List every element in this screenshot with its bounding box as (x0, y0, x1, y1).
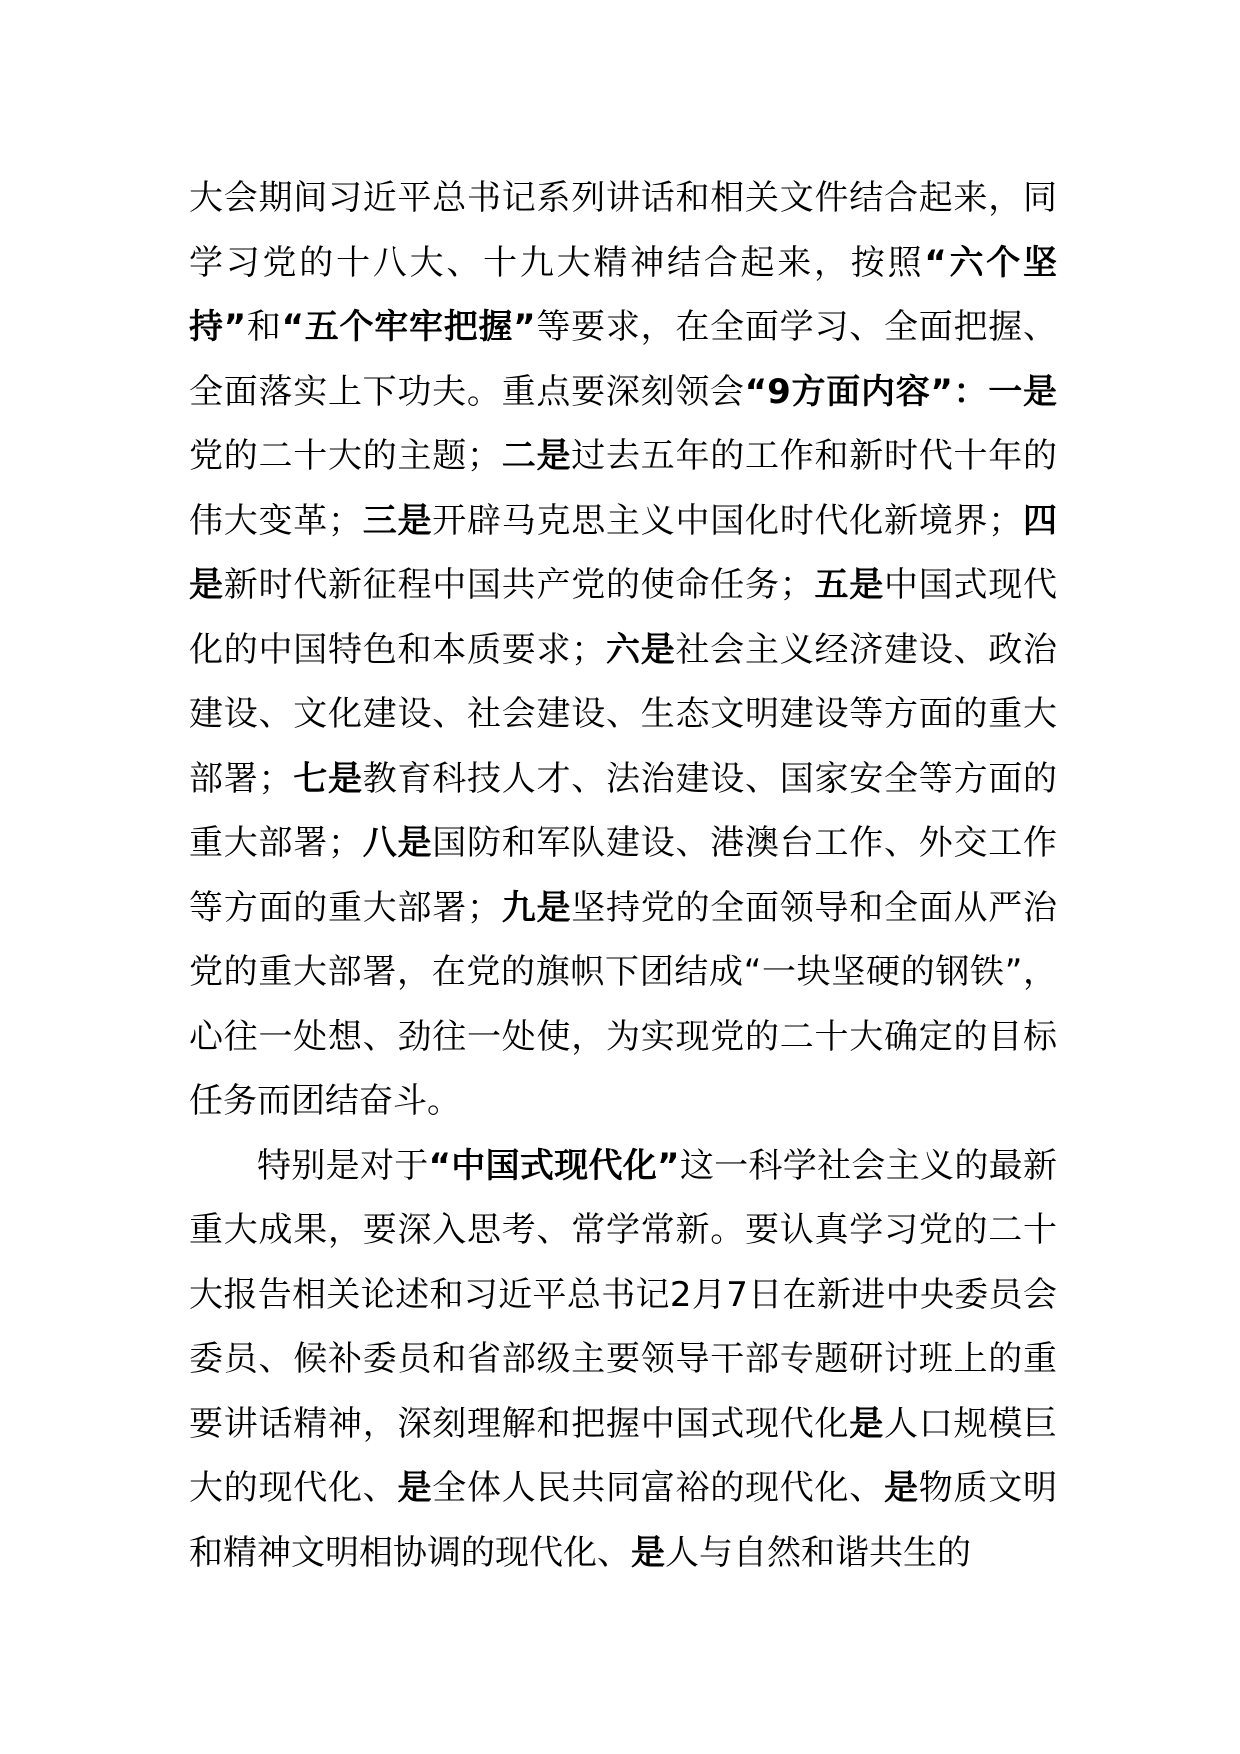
bold-text-segment: 七是 (292, 758, 363, 799)
bold-text-segment: 五是 (813, 565, 884, 605)
bold-text-segment: “中国式现代化” (428, 1145, 680, 1186)
bold-text-segment: 九是 (501, 887, 572, 928)
bold-text-segment: 八是 (362, 823, 433, 863)
text-segment: 新时代新征程中国共产党的使命任务； (223, 565, 814, 605)
text-segment: 坚持党的全面领导和全面从严治党的重大部署，在党的旗帜下团结成“一块坚硬的钢铁”，心往一处想、劲往一处使，为实现党的二十大确定的目标任务而团结奋斗。 (189, 887, 1057, 1121)
bold-text-segment: 是 (849, 1403, 884, 1444)
text-segment: 物质文明和精神文明相协调的现代化、 (189, 1468, 1057, 1573)
text-segment: 人口规模巨大的现代化、 (189, 1403, 1057, 1508)
bold-text-segment: 三是 (362, 500, 433, 541)
text-segment: 等要求，在全面学习、全面把握、全面落实上下功夫。重点要深刻领会 (189, 307, 1057, 412)
document-body (189, 166, 1057, 1585)
text-segment: 党的二十大的主题； (189, 436, 501, 476)
text-segment: 教育科技人才、法治建设、国家安全等方面的重大部署； (189, 758, 1057, 863)
bold-text-segment: “五个牢牢把握” (281, 307, 536, 347)
text-segment: 社会主义经济建设、政治建设、文化建设、社会建设、生态文明建设等方面的重大部署； (189, 629, 1057, 799)
text-segment: 开辟马克思主义中国化时代化新境界； (432, 500, 1023, 541)
text-segment: 人与自然和谐共生的 (665, 1532, 971, 1573)
text-segment: 过去五年的工作和新时代十年的伟大变革； (189, 436, 1057, 541)
text-segment: 大会期间习近平总书记系列讲话和相关文件结合起来，同学习党的十八大、十九大精神结合起来，按照 (189, 178, 1057, 283)
text-segment: 中国式现代化的中国特色和本质要求； (189, 565, 1057, 670)
text-segment: 特别是对于 (257, 1145, 429, 1186)
text-segment: 这一科学社会主义的最新重大成果，要深入思考、常学常新。要认真学习党的二十大报告相关论述和习近平总书记2月7日在新进中央委员会委员、候补委员和省部级主要领导干部专题研讨班上的重要讲话精神，深刻理解和把握中国式现代化 (189, 1145, 1058, 1444)
bold-text-segment: 是 (884, 1468, 919, 1508)
bold-text-segment: 六是 (605, 629, 676, 670)
paragraph (189, 166, 1057, 1134)
bold-text-segment: “六个坚持” (189, 242, 1057, 347)
text-segment: 和 (246, 307, 282, 347)
paragraph (189, 1134, 1057, 1586)
text-segment: 国防和军队建设、港澳台工作、外交工作等方面的重大部署； (189, 823, 1057, 928)
bold-text-segment: “9方面内容”：一是 (744, 371, 1057, 412)
text-segment: 全体人民共同富裕的现代化、 (432, 1468, 884, 1508)
bold-text-segment: 二是 (501, 436, 572, 476)
bold-text-segment: 是 (631, 1532, 665, 1573)
bold-text-segment: 是 (397, 1468, 433, 1508)
bold-text-segment: 四是 (189, 500, 1057, 605)
